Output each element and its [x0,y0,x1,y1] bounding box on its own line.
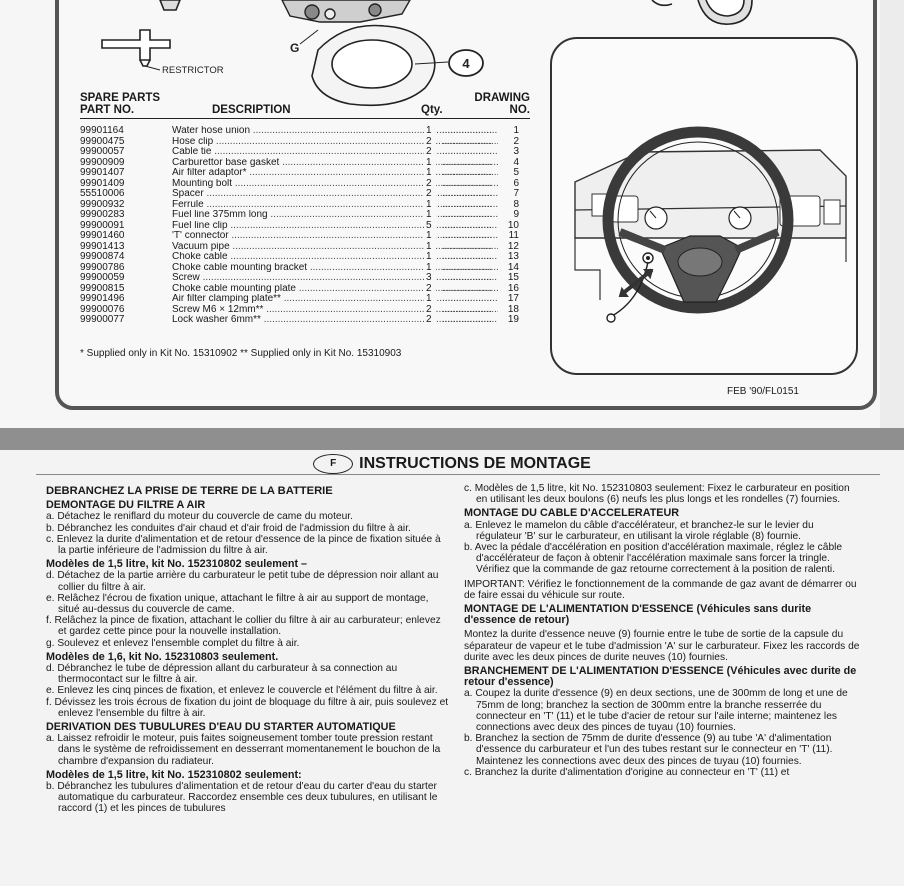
col-header-qty: Qty. [421,104,443,116]
part-qty: 1 [424,252,436,263]
part-qty: 1 [424,294,436,305]
table-row [80,315,525,326]
drawing-number: 19 [505,315,519,326]
leader-dots: .................. [442,156,493,168]
table-row [80,252,525,263]
leader-dots: .................. [442,314,493,325]
part-description: Ferrule ..... [172,200,498,211]
table-row [80,189,525,200]
part-number: 99900909 [80,156,125,168]
section-heading: Modèles de 1,5 litre, kit No. 152310802 seulement – [46,558,308,571]
figure-reference: FEB '90/FL0151 [727,386,799,397]
part-qty: 2 [424,284,436,295]
part-qty: 2 [424,179,436,190]
table-row [80,126,525,137]
part-description: Screw M6 × 12mm** ..... [172,305,498,316]
instruction-paragraph: a. Détachez le reniflard du moteur du couvercle de came du moteur. [46,511,353,523]
drawing-number: 14 [505,263,519,274]
drawing-number: 10 [505,221,519,232]
dashboard-inset [551,38,857,374]
drawing-number: 15 [505,273,519,284]
table-row [80,231,525,242]
part-description: Water hose union ..... [172,126,498,137]
part-description: Choke cable ..... [172,252,498,263]
leader-dots: .................. [442,240,493,252]
instruction-paragraph: b. Débranchez les tubulures d'alimentation et de retour d'eau du carter d'eau du starter automatique du carburateur. Raccordez ensemble ces deux tubulures, en utilisant le raccord (1) et les pinces de tubulures [46,781,438,815]
part-number: 99900283 [80,209,125,220]
instructions-heading [0,454,904,474]
instruction-paragraph: c. Enlevez la durite d'alimentation et de retour d'essence de la pince de fixation située à la partie inférieure de l'admission du filtre à air. [46,533,441,557]
drawing-number: 4 [510,158,519,169]
part-qty: 1 [424,210,436,221]
part-number: 99900815 [80,282,125,294]
instruction-paragraph: IMPORTANT: Vérifiez le fonctionnement de la commande de gaz avant de démarrer ou de faire essai du véhicule sur route. [464,578,857,601]
leader-dots: .................. [442,293,493,304]
part-qty: 1 [424,231,436,242]
leader-dots: .................. [442,146,493,157]
part-qty: 1 [424,200,436,211]
leader-dots: .................. [442,209,493,220]
part-description: Carburettor base gasket ..... [172,158,498,169]
page-edge [880,0,904,428]
section-heading: BRANCHEMENT DE L'ALIMENTATION D'ESSENCE (Véhicules avec durite de retour d'essence) [464,665,857,689]
page-gap [0,428,904,450]
diagram-label-g: G [290,41,300,55]
restrictor-label: RESTRICTOR [162,65,224,76]
part-qty: 1 [424,242,436,253]
part-number: 99901413 [80,240,125,252]
part-description: Hose clip ..... [172,137,498,148]
part-number: 99901460 [80,230,125,241]
leader-dots: .................. [442,219,493,231]
instruction-paragraph: d. Détachez de la partie arrière du carburateur le petit tube de dépression noir allant au collier du filtre à air. [46,570,439,593]
part-description: Screw ..... [172,273,498,284]
part-number: 99900057 [80,146,125,157]
part-qty: 2 [424,189,436,200]
part-description: Mounting bolt ..... [172,179,498,190]
leader-dots: .................. [442,282,493,294]
part-number: 99900786 [80,261,125,273]
part-qty: 3 [424,273,436,284]
col-header-spare-parts: SPARE PARTS PART NO. [80,92,161,116]
kit-footnote: * Supplied only in Kit No. 15310902 ** Supplied only in Kit No. 15310903 [80,348,402,359]
part-description: Air filter clamping plate** ..... [172,294,498,305]
restrictor-illustration [102,0,180,70]
part-qty: 1 [424,158,436,169]
leader-dots: .................. [442,188,493,199]
part-description: Cable tie ..... [172,147,498,158]
instruction-paragraph: e. Enlevez les cinq pinces de fixation, et enlevez le couvercle et l'élément du filtre à air. [46,685,438,697]
part-qty: 2 [424,147,436,158]
part-description: Lock washer 6mm** ..... [172,315,498,326]
part-qty: 1 [424,263,436,274]
drawing-number: 5 [510,168,519,179]
instruction-paragraph: f. Dévissez les trois écrous de fixation du joint de bloquage du filtre à air, puis soulevez et enlevez l'ensemble du filtre à air. [46,696,449,719]
parts-sheet [0,0,904,428]
part-number: 99900059 [80,272,125,283]
part-description: Choke cable mounting bracket ..... [172,263,498,274]
callout-4-number: 4 [462,56,470,71]
leader-dots: .................. [442,198,493,210]
instruction-paragraph: c. Modèles de 1,5 litre, kit No. 152310803 seulement: Fixez le carburateur en position en utilisant les deux boulons (6) neufs les plus longs et les rondelles (7) fournies. [464,483,850,506]
leader-dots: .................. [442,177,493,189]
drawing-number: 8 [510,200,519,211]
col-header-description: DESCRIPTION [212,104,291,116]
instruction-paragraph: d. Débranchez le tube de dépression allant du carburateur à sa connection au thermocontact sur le filtre à air. [46,663,398,686]
drawing-number: 1 [510,126,519,137]
drawing-number: 13 [505,252,519,263]
leader-dots: .................. [442,261,493,273]
instruction-paragraph: c. Branchez la durite d'alimentation d'origine au connecteur en 'T' (11) et [464,766,790,778]
table-row [80,294,525,305]
section-heading: Modèles de 1,6, kit No. 152310803 seulement. [46,650,279,663]
part-number: 99901407 [80,167,125,178]
table-row [80,273,525,284]
part-description: 'T' connector ..... [172,231,498,242]
carburettor-illustration [282,0,410,22]
part-number: 99900077 [80,314,125,325]
leader-dots: .................. [442,303,493,315]
col-header-drawing-no: DRAWING NO. [474,92,530,116]
part-description: Vacuum pipe ..... [172,242,498,253]
part-description: Spacer ..... [172,189,498,200]
leader-dots: .................. [442,167,493,178]
drawing-number: 7 [510,189,519,200]
part-number: 99900475 [80,135,125,147]
drawing-number: 11 [506,231,519,242]
part-number: 99901409 [80,177,125,189]
part-description: Air filter adaptor* ..... [172,168,498,179]
instruction-paragraph: b. Branchez la section de 75mm de durite d'essence (9) au tube 'A' d'alimentation d'essence du carburateur et l'un des tubes restant sur le connecteur en 'T' (11). Maintenez les connections avec deux des pinces de tuyau (10) fournies. [464,733,833,767]
instruction-paragraph: b. Avec la pédale d'accélération en position d'accélération maximale, réglez le câble d'accélérateur de façon à obtenir l'accélération maximale sans forcer la tringle. Vérifiez que la commande de gaz retourne correctement à la position de ralenti. [464,542,843,576]
parts-table-body [80,126,525,326]
part-qty: 5 [424,221,436,232]
drawing-number: 6 [510,179,519,190]
instruction-paragraph: g. Soulevez et enlevez l'ensemble complet du filtre à air. [46,637,300,649]
instructions-left-column [46,483,450,815]
instruction-paragraph: a. Enlevez le mamelon du câble d'accélérateur, et branchez-le sur le levier du régulateur 'B' sur le carburateur, en utilisant la virole réglable (8) fournie. [464,519,814,542]
instruction-paragraph: b. Débranchez les conduites d'air chaud et d'air froid de l'admission du filtre à air. [46,522,411,534]
part-number: 99901164 [80,125,124,136]
part-description: Fuel line clip ..... [172,221,498,232]
drawing-number: 3 [510,147,519,158]
leader-dots: .................. [442,251,493,262]
instruction-paragraph: a. Coupez la durite d'essence (9) en deux sections, une de 300mm de long et une de 75mm de long; branchez la section de 300mm entre la branche resserrée du connecteur en 'T' (11) et le tube d'acier de retour sur l'aile interne; maintenez les connections avec deux des pinces de tuyau (10) fournies. [464,688,848,734]
part-qty: 2 [424,305,436,316]
drawing-number: 12 [505,242,519,253]
instructions-right-column [464,483,860,778]
heading-rule [36,474,880,475]
part-number: 99900076 [80,303,125,315]
table-row [80,210,525,221]
leader-dots: .................. [442,125,493,136]
instruction-paragraph: e. Relâchez l'écrou de fixation unique, attachant le filtre à air au support de montage, situé au-dessus du couvercle de came. [46,592,429,616]
hose-clip-illustration [652,0,752,24]
section-heading: DERIVATION DES TUBULURES D'EAU DU STARTER AUTOMATIQUE [46,721,396,734]
leader-dots: .................. [442,135,493,147]
part-number: 99900932 [80,198,125,210]
part-qty: 1 [424,126,436,137]
part-number: 99900091 [80,219,125,231]
part-qty: 2 [424,315,436,326]
part-description: Choke cable mounting plate ..... [172,284,498,295]
section-heading: DEMONTAGE DU FILTRE A AIR [46,499,206,512]
gasket-illustration [312,26,435,106]
table-row [80,147,525,158]
instructions-sheet [0,450,904,886]
drawing-number: 2 [510,137,519,148]
drawing-number: 17 [505,294,519,305]
leader-dots: .................. [442,272,493,283]
part-number: 55510006 [80,188,125,199]
header-rule [80,118,530,119]
instruction-paragraph: Montez la durite d'essence neuve (9) fournie entre le tube de sortie de la capsule du séparateur de vapeur et le tube d'admission 'A' sur le carburateur. Fixez les raccords de durite avec les deux pinces de durite neuves (10) fournies. [464,629,860,663]
drawing-number: 9 [510,210,519,221]
language-badge: F [313,454,353,474]
drawing-number: 16 [505,284,519,295]
section-heading: MONTAGE DE L'ALIMENTATION D'ESSENCE (Véhicules sans durite d'essence de retour) [464,603,812,627]
section-heading: Modèles de 1,5 litre, kit No. 152310802 seulement: [46,768,302,781]
part-qty: 2 [424,137,436,148]
instruction-paragraph: a. Laissez refroidir le moteur, puis faites soigneusement tomber toute pression restant dans le système de refroidissement en desserrant momentanement le bouchon de la chambre d'expansion du radiateur. [46,733,441,767]
instructions-title: INSTRUCTIONS DE MONTAGE [359,455,591,473]
part-number: 99901496 [80,293,125,304]
part-description: Fuel line 375mm long ..... [172,210,498,221]
leader-dots: .................. [442,230,493,241]
section-heading: MONTAGE DU CABLE D'ACCELERATEUR [464,507,680,520]
part-qty: 1 [424,168,436,179]
section-heading: DEBRANCHEZ LA PRISE DE TERRE DE LA BATTERIE [46,485,333,497]
table-row [80,168,525,179]
part-number: 99900874 [80,251,125,262]
instruction-paragraph: f. Relâchez la pince de fixation, attachant le collier du filtre à air au carburateur; enlevez et gardez cette pince pour la nouvelle installation. [46,615,441,638]
drawing-number: 18 [505,305,519,316]
